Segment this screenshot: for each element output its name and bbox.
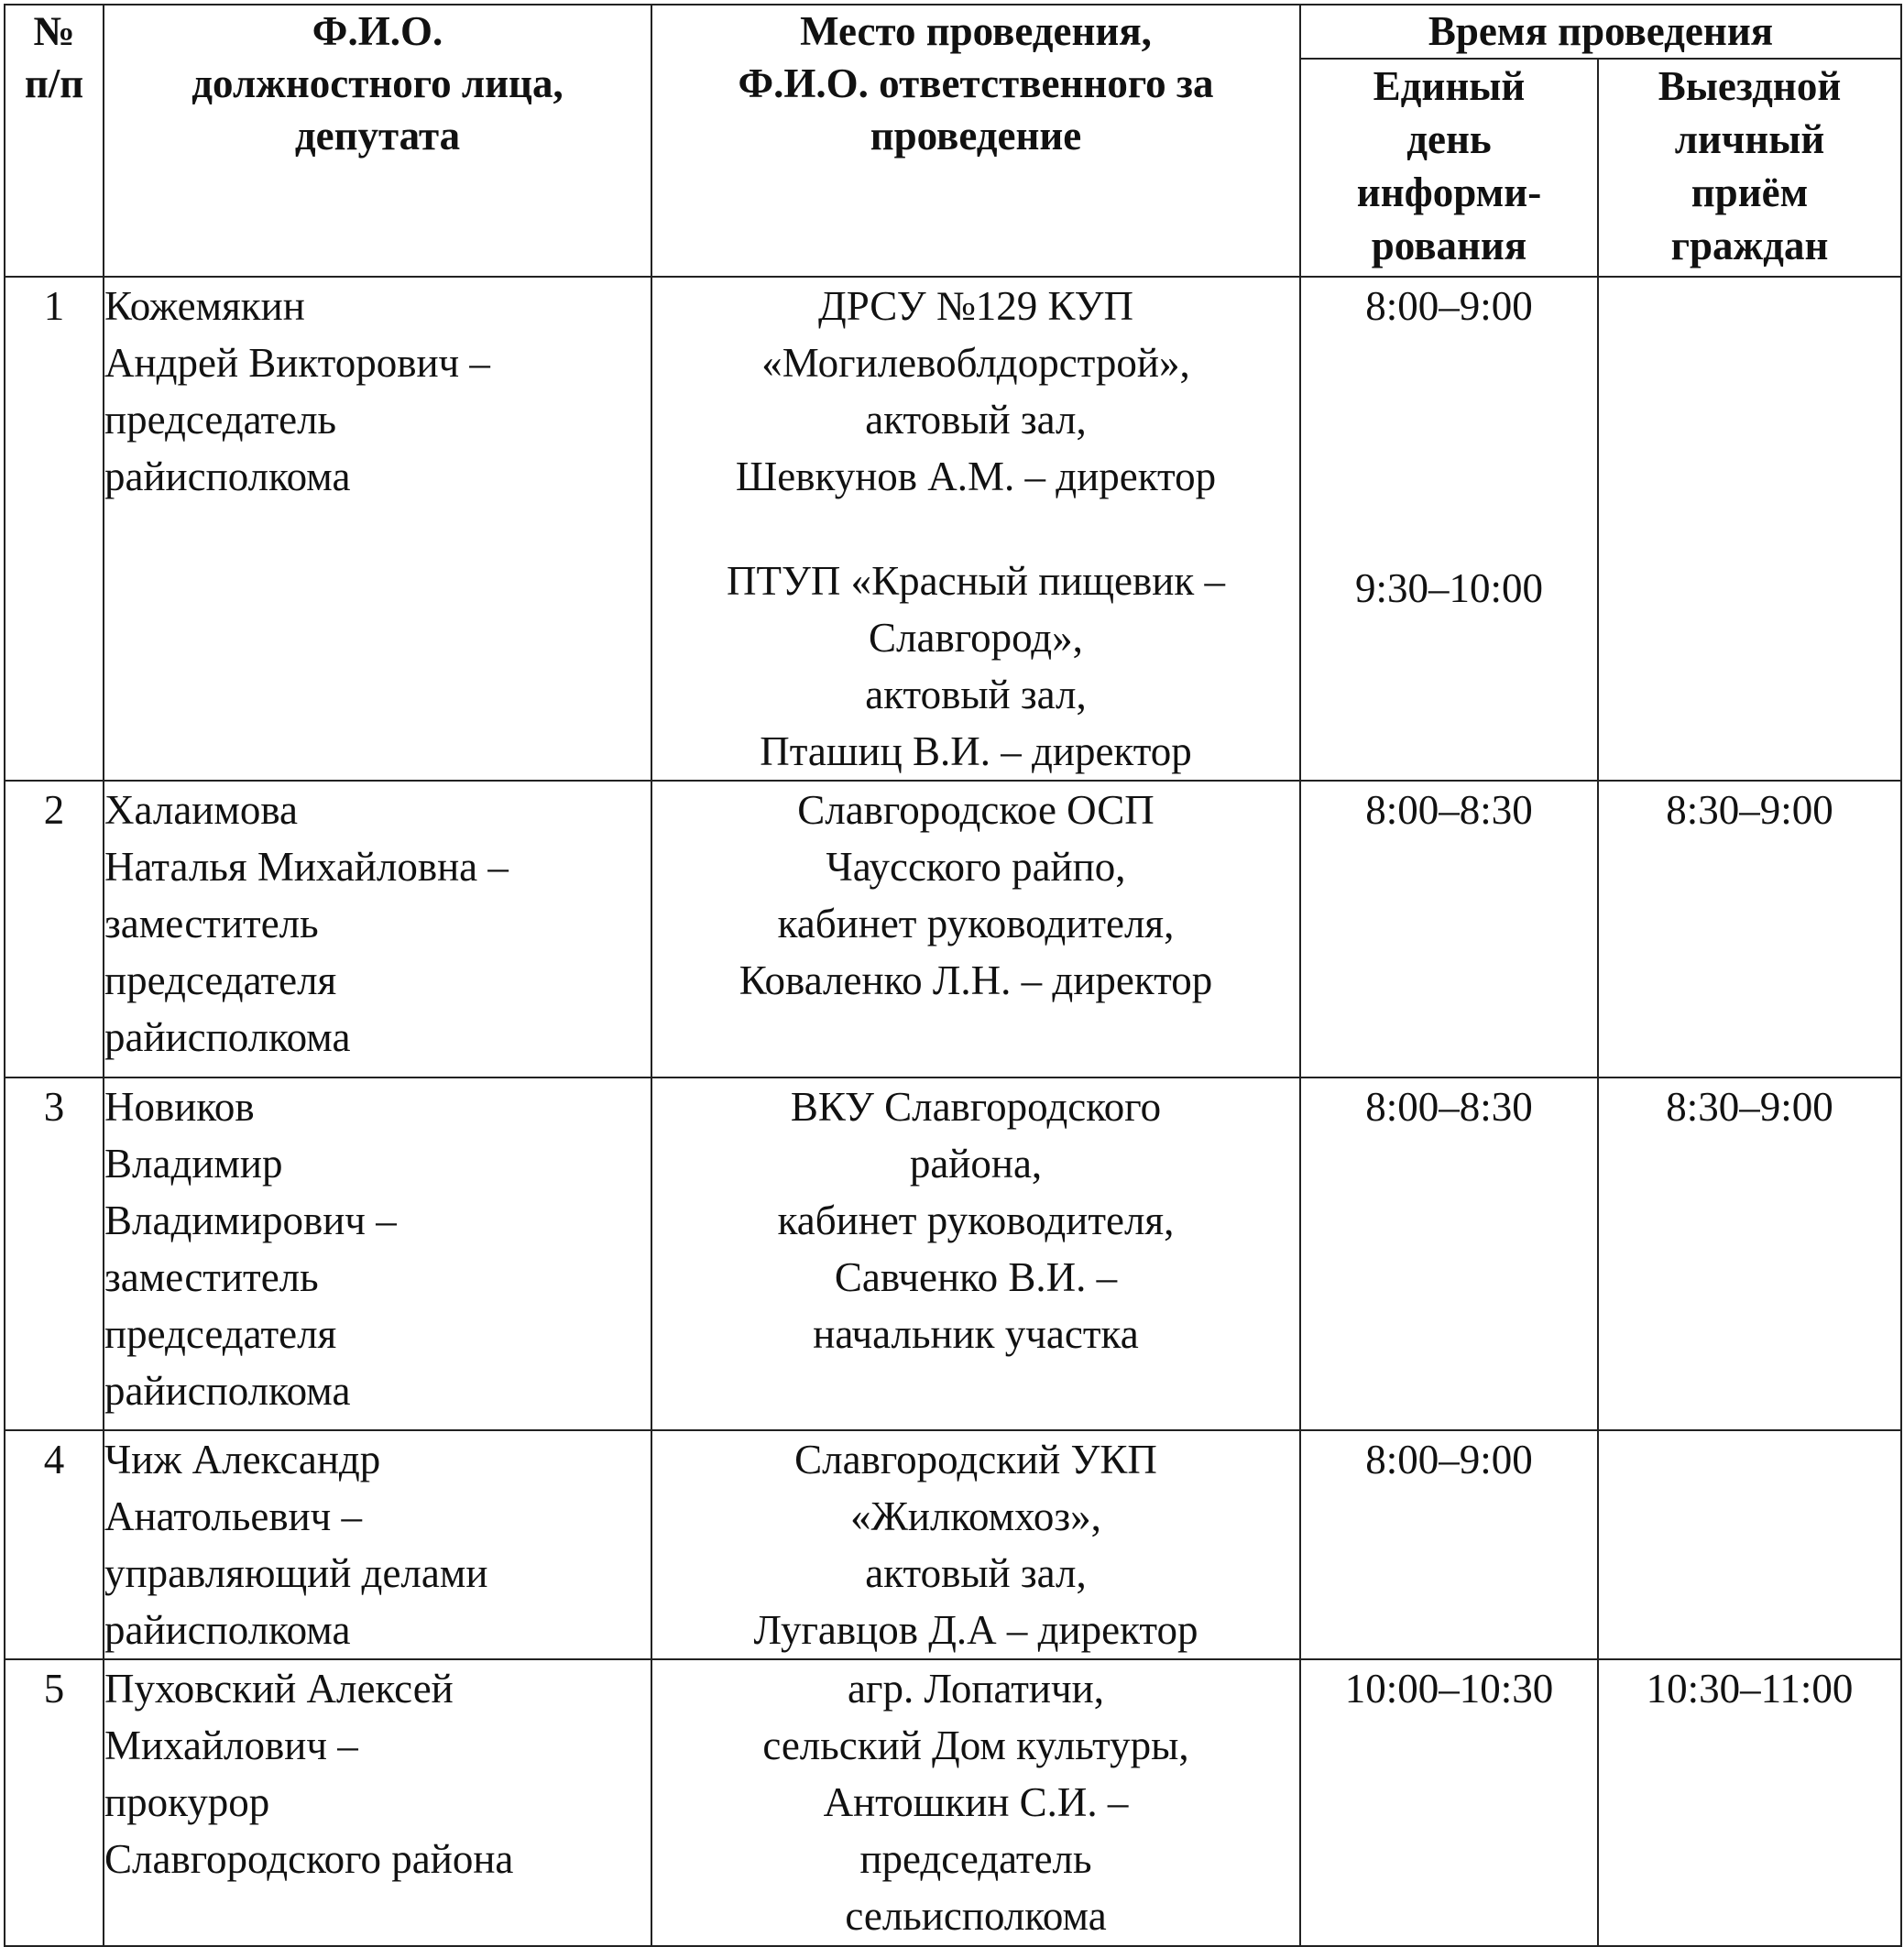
venue-line: кабинет руководителя, [777,1198,1175,1243]
reception-time [1598,1430,1901,1659]
info-day-time: 8:00–8:30 [1300,1077,1598,1430]
venue [651,781,1300,1077]
time-spacer [1301,334,1597,560]
table-row [5,1430,1901,1659]
official-name-line: Халаимова [104,787,298,833]
header-row-top [5,5,1901,59]
official-name-line: Владимирович – [104,1198,397,1243]
venue [651,1659,1300,1946]
info-day-time-value: 9:30–10:00 [1354,565,1543,611]
header-place-line: проведение [870,113,1082,159]
info-day-time: 8:00–9:00 [1300,1430,1598,1659]
venue-line: кабинет руководителя, [777,901,1175,946]
official-name-line: Анатольевич – [104,1493,363,1539]
table-row [5,1659,1901,1946]
reception-time: 8:30–9:00 [1598,781,1901,1077]
header-place-line: Ф.И.О. ответственного за [738,60,1214,106]
header-time-info-line: Единый [1373,63,1526,109]
header-person-line: депутата [294,113,461,159]
header-place-line: Место проведения, [800,8,1152,54]
table-row [5,277,1901,781]
venue-line: ВКУ Славгородского [790,1084,1162,1130]
schedule-table [4,4,1902,1947]
official-name-line: Владимир [104,1141,283,1187]
info-day-time [1300,277,1598,781]
venue-line: Лугавцов Д.А – директор [753,1607,1198,1653]
header-person [104,5,651,277]
official-name-line: Новиков [104,1084,255,1130]
venue-line: актовый зал, [865,397,1087,443]
official-name-line: председателя [104,1311,337,1357]
reception-time: 8:30–9:00 [1598,1077,1901,1430]
header-person-line: Ф.И.О. [312,8,443,54]
venue-line: Шевкунов А.М. – директор [735,454,1217,499]
info-day-time: 10:00–10:30 [1300,1659,1598,1946]
venue-line: начальник участка [813,1311,1139,1357]
venue-line: Славгород», [869,615,1083,661]
row-number: 1 [5,277,104,781]
official-name-line: райисполкома [104,1368,351,1414]
official-name-line: председателя [104,957,337,1003]
official-name-line: заместитель [104,901,319,946]
header-num-line: п/п [24,60,84,106]
venue-line: актовый зал, [865,1550,1087,1596]
header-time-group: Время проведения [1300,5,1901,59]
reception-time [1598,277,1901,781]
venue-spacer [652,505,1299,552]
venue-line: сельский Дом культуры, [762,1723,1189,1768]
venue-line: «Могилевоблдорстрой», [761,340,1190,386]
venue-line: агр. Лопатичи, [848,1666,1104,1712]
official-name-line: райисполкома [104,1014,351,1060]
header-time-info-line: день [1406,116,1492,162]
header-time-info [1300,59,1598,277]
official-name-line: Славгородского района [104,1836,514,1882]
reception-time: 10:30–11:00 [1598,1659,1901,1946]
header-time-reception [1598,59,1901,277]
official-name-line: райисполкома [104,454,351,499]
official-name [104,781,651,1077]
official-name-line: Чиж Александр [104,1437,381,1482]
row-number: 5 [5,1659,104,1946]
header-num [5,5,104,277]
venue-line: председатель [859,1836,1092,1882]
header-time-reception-line: Выездной [1658,63,1842,109]
official-name-line: председатель [104,397,337,443]
venue-line: ПТУП «Красный пищевик – [727,558,1225,604]
official-name [104,277,651,781]
official-name [104,1659,651,1946]
row-number: 3 [5,1077,104,1430]
info-day-time-value: 8:00–9:00 [1365,283,1533,329]
table-row [5,781,1901,1077]
official-name-line: управляющий делами [104,1550,488,1596]
venue-line: «Жилкомхоз», [850,1493,1101,1539]
header-time-info-line: информи- [1356,170,1542,215]
table-row [5,1077,1901,1430]
venue-line: Савченко В.И. – [834,1254,1118,1300]
venue [651,1430,1300,1659]
official-name [104,1430,651,1659]
venue-line: Пташиц В.И. – директор [760,728,1192,774]
header-time-info-line: рования [1371,223,1527,268]
venue-line: актовый зал, [865,672,1087,717]
row-number: 4 [5,1430,104,1659]
official-name-line: Наталья Михайловна – [104,844,509,890]
row-number: 2 [5,781,104,1077]
official-name [104,1077,651,1430]
venue-line: Славгородский УКП [794,1437,1157,1482]
venue-line: Антошкин С.И. – [823,1779,1129,1825]
header-num-line: № [33,8,75,54]
official-name-line: Андрей Викторович – [104,340,490,386]
header-time-reception-line: личный [1674,116,1825,162]
official-name-line: заместитель [104,1254,319,1300]
header-place [651,5,1300,277]
info-day-time: 8:00–8:30 [1300,781,1598,1077]
venue [651,277,1300,781]
venue-line: Славгородское ОСП [797,787,1154,833]
venue [651,1077,1300,1430]
official-name-line: Михайлович – [104,1723,358,1768]
official-name-line: Пуховский Алексей [104,1666,454,1712]
venue-line: Чаусского райпо, [826,844,1126,890]
venue-line: сельисполкома [845,1893,1107,1939]
header-time-reception-line: приём [1691,170,1809,215]
venue-line: Коваленко Л.Н. – директор [739,957,1213,1003]
header-time-reception-line: граждан [1670,223,1829,268]
official-name-line: прокурор [104,1779,270,1825]
official-name-line: Кожемякин [104,283,305,329]
official-name-line: райисполкома [104,1607,351,1653]
venue-line: района, [909,1141,1043,1187]
header-person-line: должностного лица, [191,60,564,106]
venue-line: ДРСУ №129 КУП [818,283,1133,329]
